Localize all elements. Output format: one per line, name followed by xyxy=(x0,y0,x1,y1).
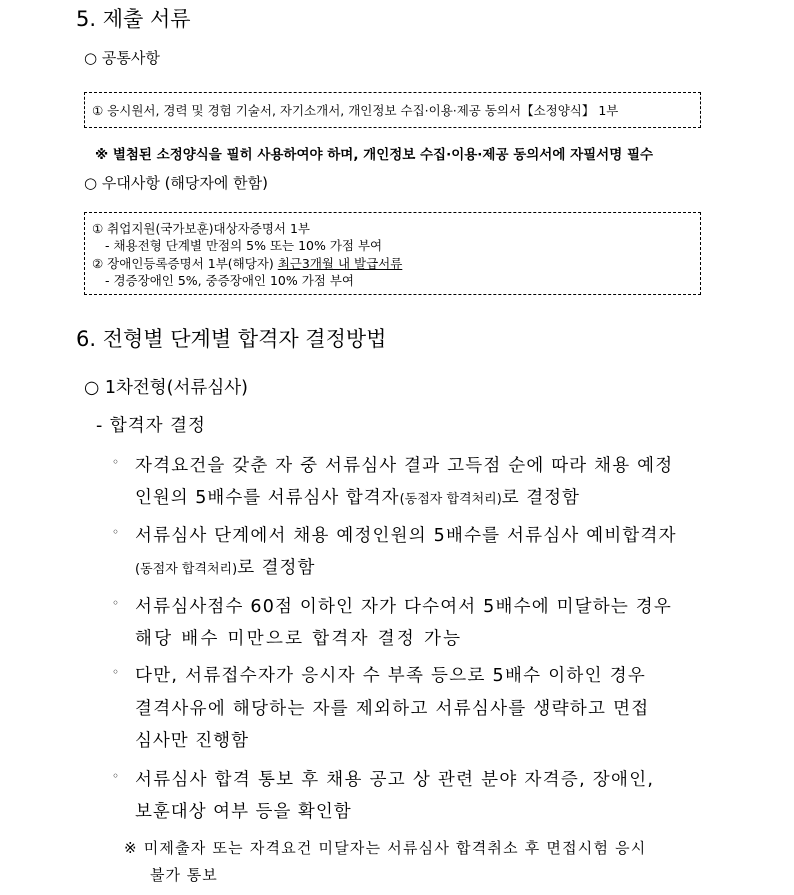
pref-line-3-text: ② 장애인등록증명서 1부(해당자) xyxy=(92,256,278,271)
bullet-4: ◦ xyxy=(112,665,120,679)
section6-title: 6. 전형별 단계별 합격자 결정방법 xyxy=(76,327,387,351)
item3-line2: 해당 배수 미만으로 합격자 결정 가능 xyxy=(135,629,463,649)
item5-line2: 보훈대상 여부 등을 확인함 xyxy=(135,802,352,822)
section5-title: 5. 제출 서류 xyxy=(76,7,191,31)
bullet-1: ◦ xyxy=(112,455,120,469)
item2-line2-end: 로 결정함 xyxy=(237,558,316,578)
pref-line-2: - 채용전형 단계별 만점의 5% 또는 10% 가점 부여 xyxy=(105,238,383,253)
common-items-label: ○ 공통사항 xyxy=(84,49,160,67)
preference-items-box xyxy=(84,212,701,295)
pref-line-3-underlined: 최근3개월 내 발급서류 xyxy=(277,256,403,271)
pref-line-4: - 경증장애인 5%, 중증장애인 10% 가점 부여 xyxy=(105,273,354,288)
decision-label: - 합격자 결정 xyxy=(96,416,206,436)
common-items-line: ① 응시원서, 경력 및 경험 기술서, 자기소개서, 개인정보 수집·이용·제공 동의서【소정양식】 1부 xyxy=(92,103,619,118)
bullet-5: ◦ xyxy=(112,769,120,783)
bullet-3: ◦ xyxy=(112,596,120,610)
stage1-label: ○ 1차전형(서류심사) xyxy=(84,378,248,398)
item1-line2-text: 인원의 5배수를 서류심사 합격자 xyxy=(135,488,400,508)
item1-line1: 자격요건을 갖춘 자 중 서류심사 결과 고득점 순에 따라 채용 예정 xyxy=(135,456,674,476)
item1-line2 xyxy=(135,484,580,509)
item4-line1: 다만, 서류접수자가 응시자 수 부족 등으로 5배수 이하인 경우 xyxy=(135,666,647,686)
signature-note: ※ 별첨된 소정양식을 필히 사용하여야 하며, 개인정보 수집·이용·제공 동의서에 자필서명 필수 xyxy=(95,147,654,163)
pref-line-1: ① 취업지원(국가보훈)대상자증명서 1부 xyxy=(92,221,310,236)
item1-line2-end: 로 결정함 xyxy=(501,488,580,508)
item3-line1: 서류심사점수 60점 이하인 자가 다수여서 5배수에 미달하는 경우 xyxy=(135,597,672,617)
item2-line2-small: (동점자 합격처리) xyxy=(135,562,238,577)
bullet-2: ◦ xyxy=(112,525,120,539)
item2-line1: 서류심사 단계에서 채용 예정인원의 5배수를 서류심사 예비합격자 xyxy=(135,526,677,546)
item5-line1: 서류심사 합격 통보 후 채용 공고 상 관련 분야 자격증, 장애인, xyxy=(135,770,655,790)
pref-line-3 xyxy=(92,254,402,272)
item2-line2 xyxy=(135,554,315,579)
common-items-box xyxy=(84,92,701,128)
item4-line2: 결격사유에 해당하는 자를 제외하고 서류심사를 생략하고 면접 xyxy=(135,699,650,719)
item4-line3: 심사만 진행함 xyxy=(135,731,249,751)
item1-line2-small: (동점자 합격처리) xyxy=(399,492,502,507)
footnote-line2: 불가 통보 xyxy=(150,866,218,884)
preference-items-label: ○ 우대사항 (해당자에 한함) xyxy=(84,174,268,192)
footnote-line1: ※ 미제출자 또는 자격요건 미달자는 서류심사 합격취소 후 면접시험 응시 xyxy=(124,839,647,857)
